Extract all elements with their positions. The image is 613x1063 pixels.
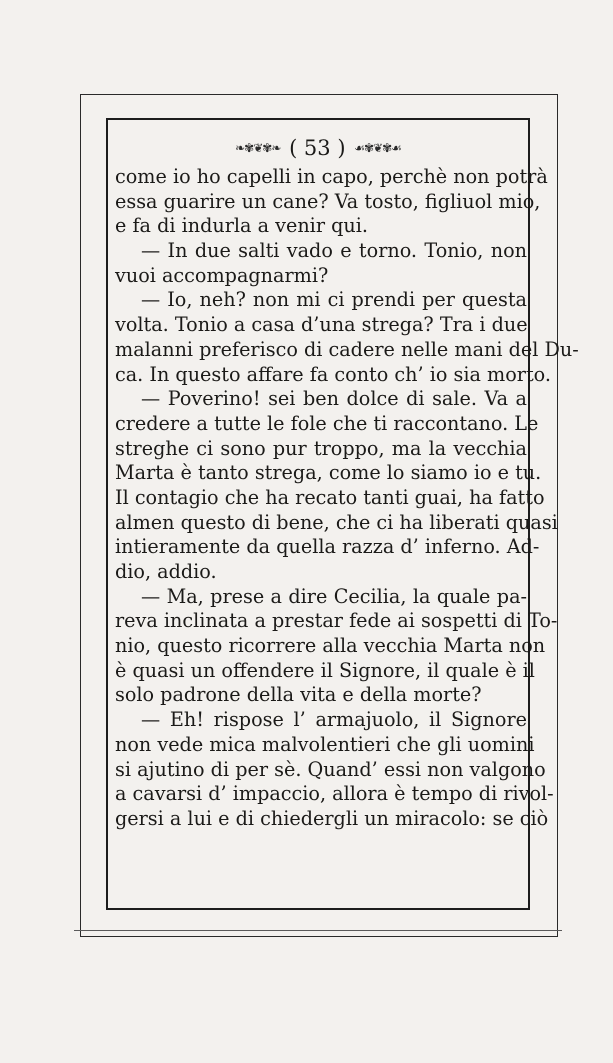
body-text [115, 165, 579, 832]
text-line: reva inclinata a prestar fede ai sospetti di To- [115, 609, 558, 633]
text-line: malanni preferisco di cadere nelle mani del Du- [115, 337, 579, 361]
text-line: e fa di indurla a venir qui. [115, 214, 368, 238]
ornament-right-icon: ☙✾❦✾☙ [354, 140, 401, 155]
text-line: dio, addio. [115, 560, 217, 583]
text-line: gersi a lui e di chiedergli un miracolo: se ciò [115, 806, 549, 830]
text-line: essa guarire un cane? Va tosto, figliuol mio, [115, 189, 541, 213]
text-line: a cavarsi d’ impaccio, allora è tempo di rivol- [115, 782, 554, 806]
text-line: — In due salti vado e torno. Tonio, non [141, 239, 527, 263]
text-line: — Io, neh? non mi ci prendi per questa [141, 288, 527, 312]
text-line: nio, questo ricorrere alla vecchia Marta non [115, 634, 546, 658]
text-line: — Poverino! sei ben dolce di sale. Va a [141, 387, 527, 411]
text-line: volta. Tonio a casa d’una strega? Tra i due [115, 313, 528, 337]
bottom-rule [74, 930, 562, 931]
text-line: Marta è tanto strega, come lo siamo io e tu. [115, 461, 542, 485]
ornament-left-icon: ❧✾❦✾❧ [235, 140, 281, 155]
text-line: — Ma, prese a dire Cecilia, la quale pa- [141, 584, 527, 608]
text-line: — Eh! rispose l’ armajuolo, il Signore [141, 708, 527, 732]
text-line: ca. In questo affare fa conto ch’ io sia morto. [115, 362, 551, 386]
text-line: solo padrone della vita e della morte? [115, 683, 482, 707]
text-line: come io ho capelli in capo, perchè non potrà [115, 165, 548, 188]
text-line: credere a tutte le fole che ti raccontano. Le [115, 411, 539, 435]
text-line: Il contagio che ha recato tanti guai, ha fatto [115, 485, 545, 509]
page-header [106, 132, 530, 160]
text-line: non vede mica malvolentieri che gli uomini [115, 732, 535, 756]
text-line: si ajutino di per sè. Quand’ essi non valgono [115, 757, 546, 781]
text-line: intieramente da quella razza d’ inferno. Ad- [115, 535, 540, 559]
page-number: ( 53 ) [289, 135, 346, 160]
text-line: streghe ci sono pur troppo, ma la vecchia [115, 436, 527, 460]
text-line: almen questo di bene, che ci ha liberati quasi [115, 510, 558, 534]
text-line: vuoi accompagnarmi? [115, 263, 329, 287]
text-line: è quasi un offendere il Signore, il quale è il [115, 658, 535, 682]
